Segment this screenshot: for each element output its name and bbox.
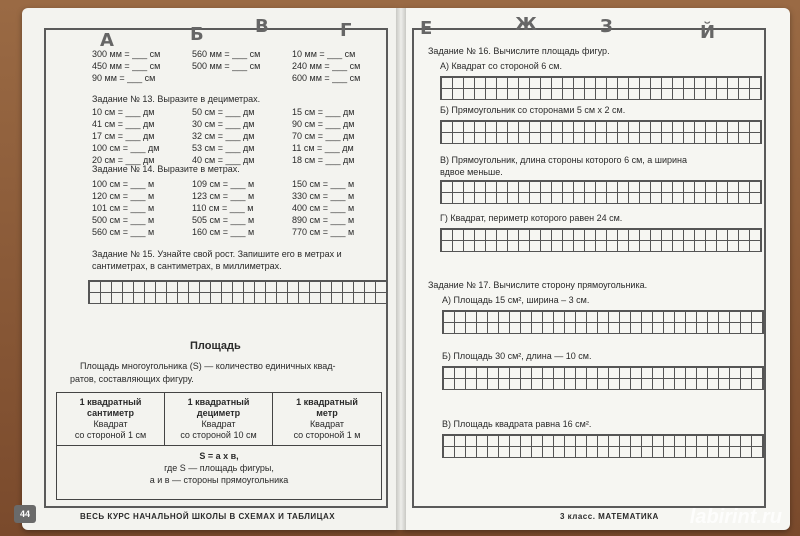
task-16-c1: В) Прямоугольник, длина стороны которого 6 см, а ширина: [440, 155, 688, 165]
task-15-line2: сантиметрах, в сантиметрах, в миллиметрах.: [92, 261, 282, 271]
conversion-item: 10 см = ___ дм: [92, 107, 155, 117]
answer-grid: [442, 366, 764, 390]
task-16-a: А) Квадрат со стороной 6 см.: [440, 61, 562, 71]
task-16-heading: Задание № 16. Вычислите площадь фигур.: [428, 46, 610, 56]
task-17-b: Б) Площадь 30 см², длина — 10 см.: [442, 351, 592, 361]
definition-line2: ратов, составляющих фигуру.: [70, 374, 194, 384]
conversion-item: 450 мм = ___ см: [92, 61, 161, 71]
conversion-item: 500 см = ___ м: [92, 215, 155, 225]
deco-letter: Й: [700, 22, 716, 43]
task-14-heading: Задание № 14. Выразите в метрах.: [92, 164, 240, 174]
table-cell: 1 квадратный дециметр Квадрат со стороной 10 см: [165, 393, 273, 445]
conversion-item: 18 см = ___ дм: [292, 155, 355, 165]
conversion-item: 500 мм = ___ см: [192, 61, 261, 71]
conversion-item: 505 см = ___ м: [192, 215, 255, 225]
page-number: 44: [14, 505, 36, 523]
conversion-item: 11 см = ___ дм: [292, 143, 354, 153]
conversion-item: 32 см = ___ дм: [192, 131, 255, 141]
conversion-item: 70 см = ___ дм: [292, 131, 355, 141]
deco-letter: В: [255, 16, 269, 37]
deco-letter: З: [600, 16, 613, 37]
task-17-c: В) Площадь квадрата равна 16 см².: [442, 419, 592, 429]
task-16-b: Б) Прямоугольник со сторонами 5 см х 2 см.: [440, 105, 626, 115]
definition-line1: Площадь многоугольника (S) — количество единичных квад-: [80, 361, 336, 371]
conversion-item: 123 см = ___ м: [192, 191, 255, 201]
conversion-item: 150 см = ___ м: [292, 179, 355, 189]
conversion-item: 15 см = ___ дм: [292, 107, 355, 117]
conversion-item: 330 см = ___ м: [292, 191, 355, 201]
right-footer: 3 класс. МАТЕМАТИКА: [560, 512, 659, 521]
conversion-item: 890 см = ___ м: [292, 215, 355, 225]
conversion-item: 109 см = ___ м: [192, 179, 255, 189]
conversion-item: 17 см = ___ дм: [92, 131, 155, 141]
task-17-heading: Задание № 17. Вычислите сторону прямоугольника.: [428, 280, 648, 290]
conversion-item: 30 см = ___ дм: [192, 119, 255, 129]
answer-grid: [440, 76, 762, 100]
deco-letter: Б: [190, 24, 204, 45]
conversion-item: 101 см = ___ м: [92, 203, 155, 213]
conversion-item: 90 см = ___ дм: [292, 119, 355, 129]
conversion-item: 600 мм = ___ см: [292, 73, 361, 83]
task-16-c2: вдвое меньше.: [440, 167, 503, 177]
conversion-item: 300 мм = ___ см: [92, 49, 161, 59]
left-footer: ВЕСЬ КУРС НАЧАЛЬНОЙ ШКОЛЫ В СХЕМАХ И ТАБЛИЦАХ: [80, 512, 336, 521]
units-table: [56, 392, 382, 500]
conversion-item: 50 см = ___ дм: [192, 107, 255, 117]
answer-grid: [88, 280, 387, 304]
conversion-item: 160 см = ___ м: [192, 227, 255, 237]
table-cell: 1 квадратный метр Квадрат со стороной 1 м: [293, 397, 361, 440]
conversion-item: 20 см = ___ дм: [92, 155, 155, 165]
answer-grid: [442, 310, 764, 334]
conversion-item: 400 см = ___ м: [292, 203, 355, 213]
deco-letter: А: [100, 30, 114, 51]
answer-grid: [440, 120, 762, 144]
conversion-item: 560 мм = ___ см: [192, 49, 261, 59]
watermark: labirint.ru: [689, 506, 782, 528]
task-16-d: Г) Квадрат, периметр которого равен 24 см.: [440, 213, 623, 223]
conversion-item: 560 см = ___ м: [92, 227, 155, 237]
task-17-a: А) Площадь 15 см², ширина – 3 см.: [442, 295, 590, 305]
task-15-line1: Задание № 15. Узнайте свой рост. Запишите его в метрах и: [92, 249, 342, 259]
task-13-heading: Задание № 13. Выразите в дециметрах.: [92, 94, 261, 104]
conversion-item: 120 см = ___ м: [92, 191, 155, 201]
conversion-item: 110 см = ___ м: [192, 203, 254, 213]
conversion-item: 100 см = ___ м: [92, 179, 155, 189]
deco-letter: Г: [340, 20, 352, 41]
conversion-item: 41 см = ___ дм: [92, 119, 155, 129]
answer-grid: [442, 434, 764, 458]
book-spine: [396, 8, 406, 530]
conversion-item: 90 мм = ___ см: [92, 73, 156, 83]
answer-grid: [440, 180, 762, 204]
conversion-item: 53 см = ___ дм: [192, 143, 255, 153]
conversion-item: 240 мм = ___ см: [292, 61, 361, 71]
conversion-item: 100 см = ___ дм: [92, 143, 160, 153]
conversion-item: 10 мм = ___ см: [292, 49, 356, 59]
conversion-item: 40 см = ___ дм: [192, 155, 255, 165]
answer-grid: [440, 228, 762, 252]
deco-letter: Е: [420, 18, 433, 39]
table-cell: 1 квадратный сантиметр Квадрат со стороной 1 см: [57, 393, 165, 445]
conversion-item: 770 см = ___ м: [292, 227, 355, 237]
deco-letter: Ж: [515, 14, 538, 35]
section-title: Площадь: [190, 340, 241, 352]
area-formula: S = а х в, где S — площадь фигуры, а и в — стороны прямоугольника: [57, 445, 381, 499]
